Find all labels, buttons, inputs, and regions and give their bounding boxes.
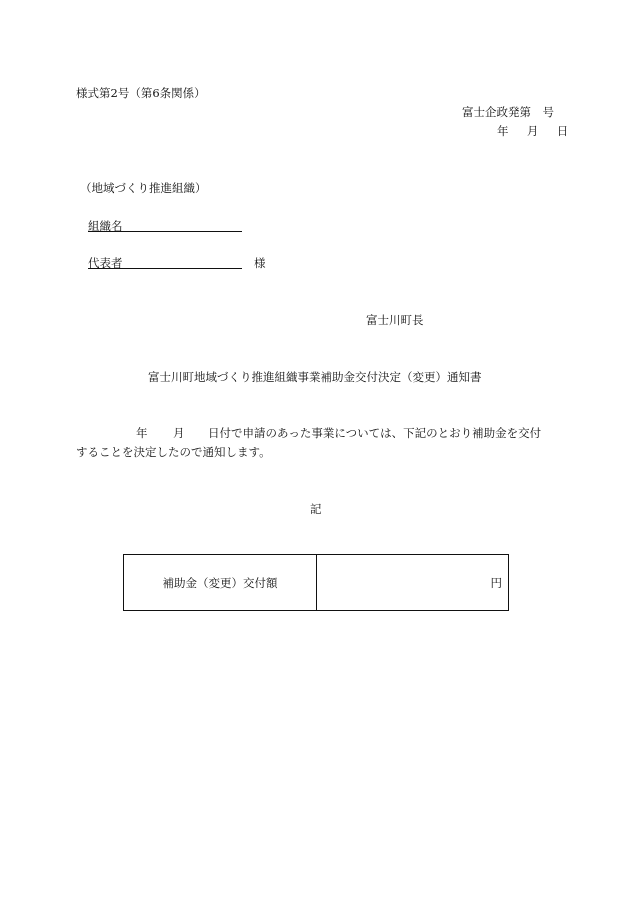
amount-table (123, 554, 509, 611)
org-name-label: 組織名 (88, 219, 123, 233)
body-year: 年 (136, 426, 148, 440)
amount-unit: 円 (490, 575, 502, 590)
body-line-2: することを決定したので通知します。 (76, 445, 271, 459)
honorific: 様 (254, 256, 266, 270)
body-month: 月 (173, 426, 185, 440)
issue-date: 年 月 日 (497, 124, 572, 138)
representative-label: 代表者 (88, 256, 123, 270)
recipient-org-type: （地域づくり推進組織） (80, 181, 207, 195)
body-line-1: 日付で申請のあった事業については、下記のとおり補助金を交付 (208, 426, 542, 440)
form-number: 様式第2号（第6条関係） (76, 86, 206, 100)
sender-name: 富士川町長 (366, 313, 424, 327)
org-name-field[interactable] (88, 231, 242, 232)
document-number: 富士企政発第 号 (462, 105, 554, 119)
amount-value-cell[interactable] (317, 555, 508, 610)
document-title: 富士川町地域づくり推進組織事業補助金交付決定（変更）通知書 (148, 370, 482, 384)
amount-label: 補助金（変更）交付額 (124, 555, 317, 610)
representative-field[interactable] (88, 268, 242, 269)
ki-heading: 記 (310, 502, 322, 516)
